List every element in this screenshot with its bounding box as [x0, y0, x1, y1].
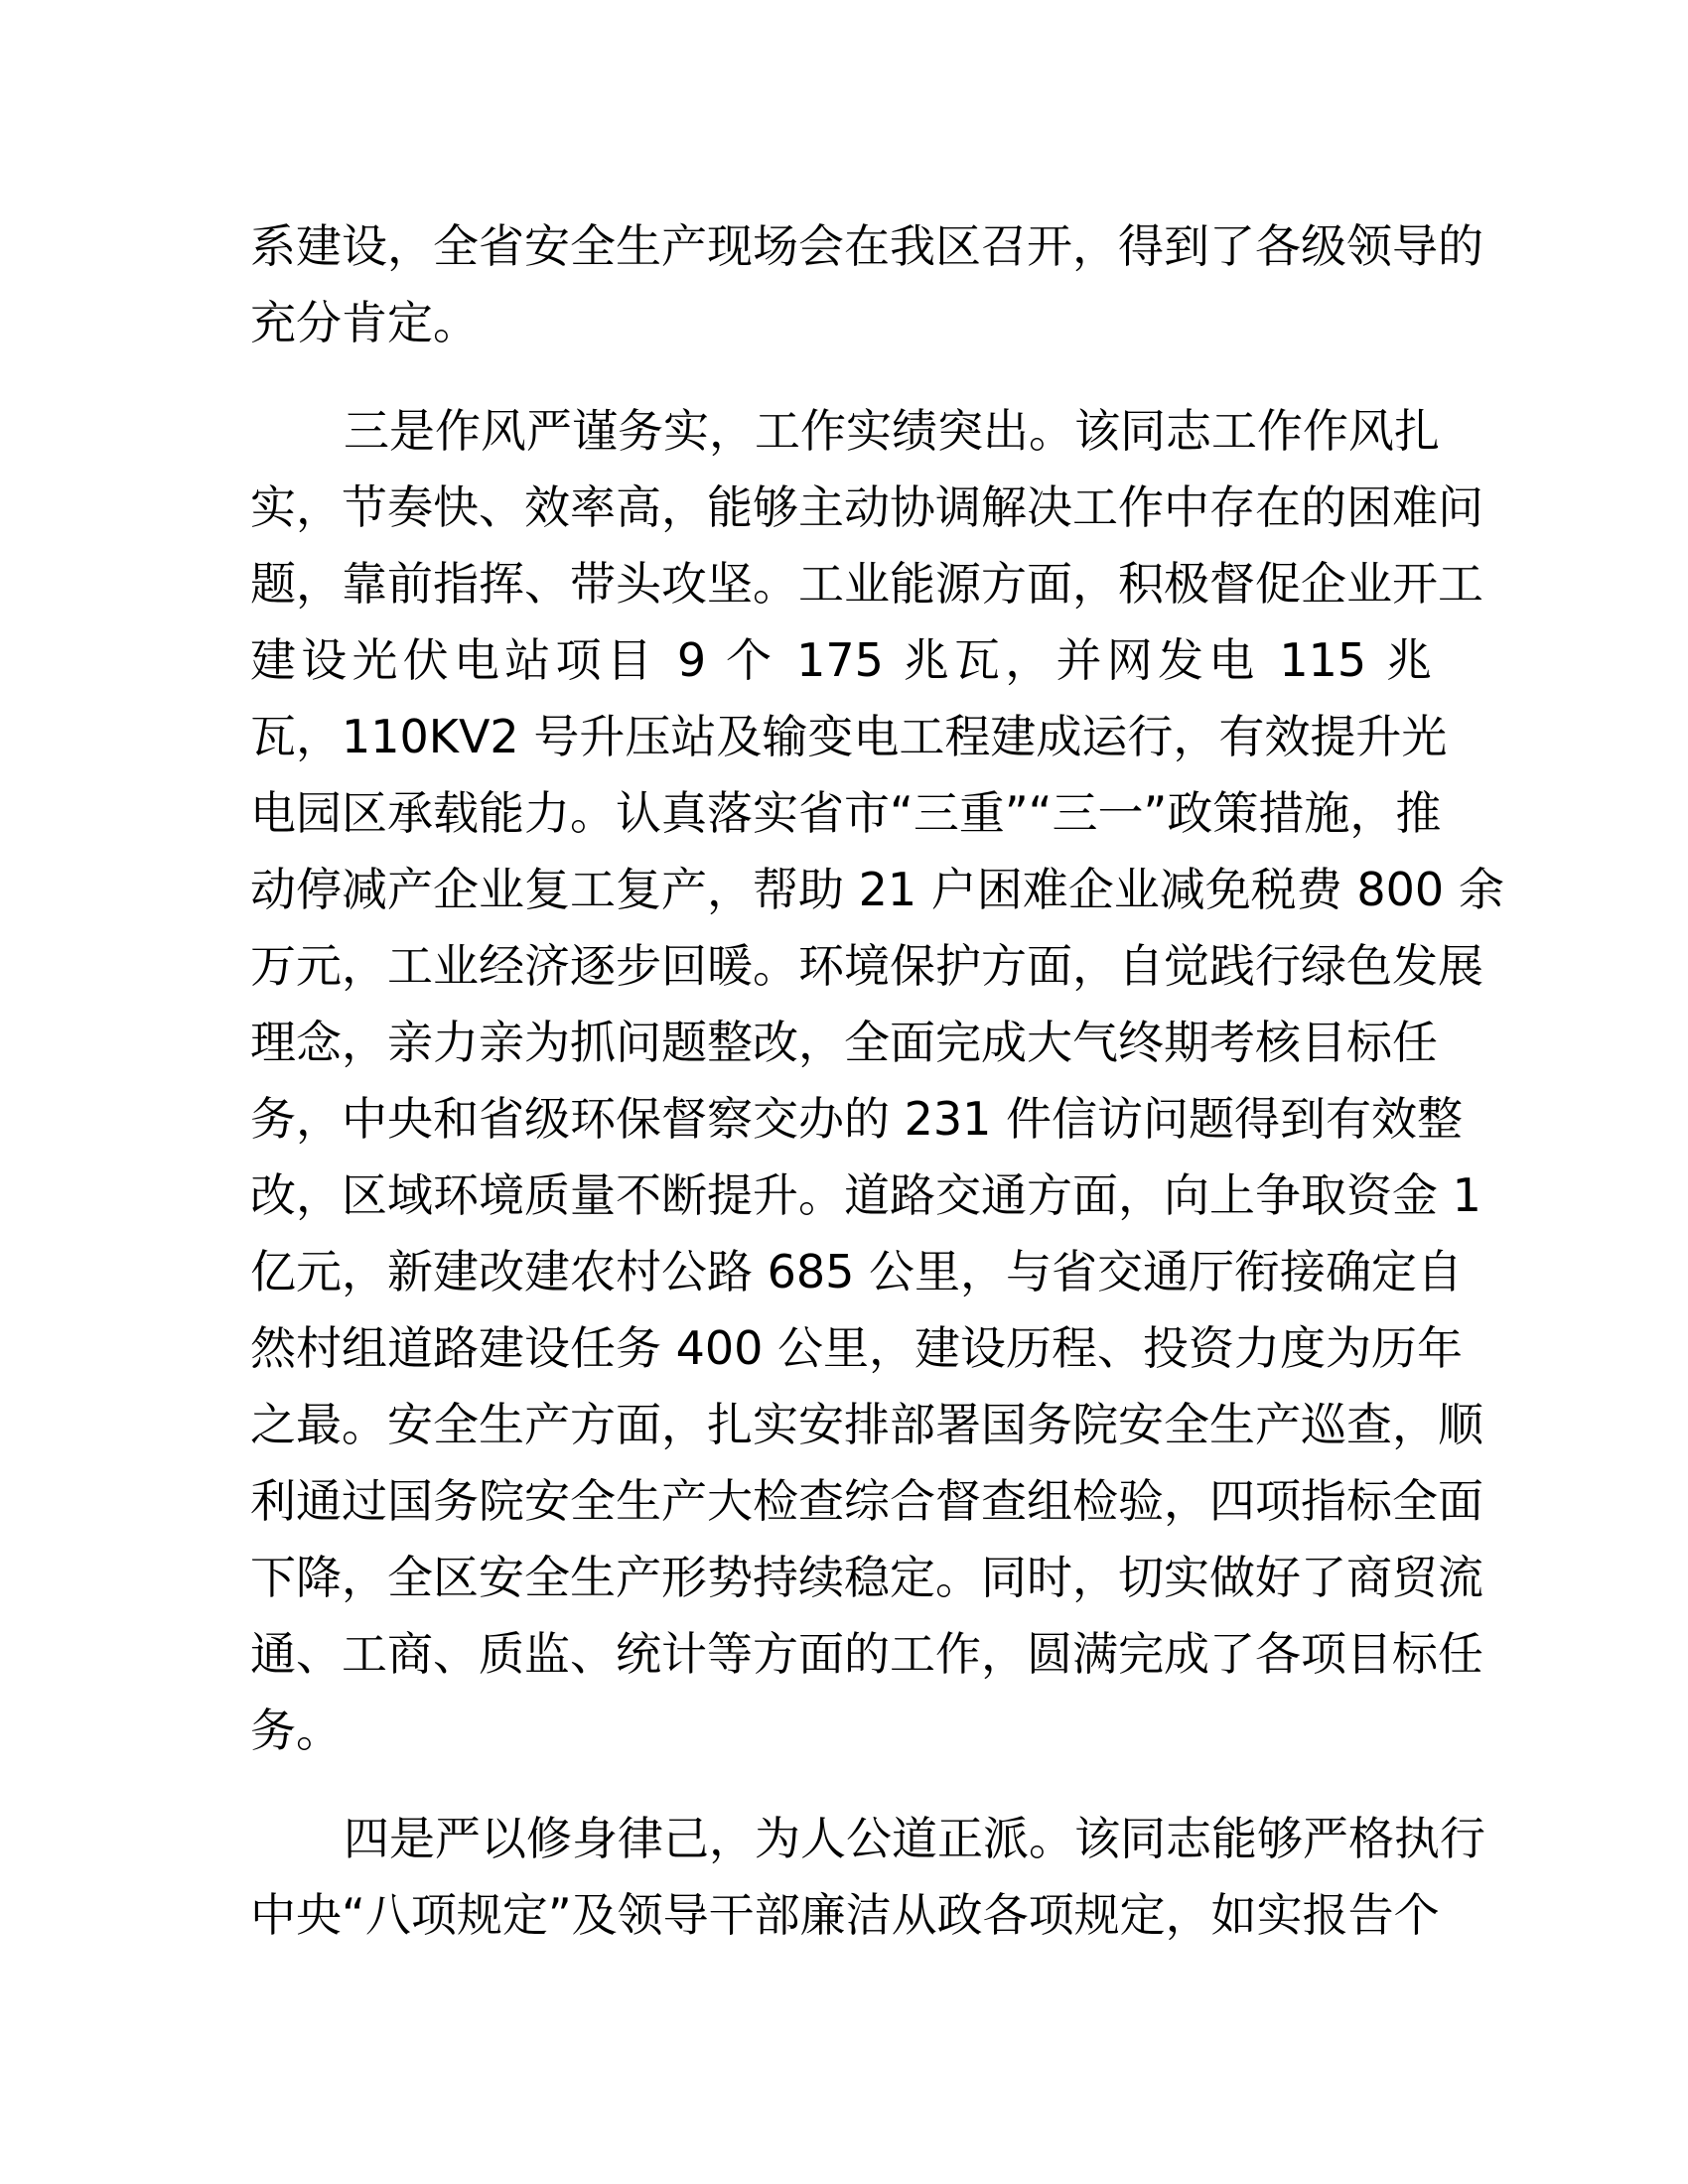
text-line: 建设光伏电站项目 9 个 175 兆瓦，并网发电 115 兆 — [250, 633, 1432, 687]
text-line: 题，靠前指挥、带头攻坚。工业能源方面，积极督促企业开工 — [250, 557, 1483, 611]
body-text — [250, 208, 1504, 1985]
text-line: 理念，亲力亲为抓问题整改，全面完成大气终期考核目标任 — [250, 1016, 1438, 1069]
text-line: 改，区域环境质量不断提升。道路交通方面，向上争取资金 1 — [250, 1168, 1481, 1222]
text-line: 通、工商、质监、统计等方面的工作，圆满完成了各项目标任 — [250, 1627, 1483, 1681]
text-line: 亿元，新建改建农村公路 685 公里，与省交通厅衔接确定自 — [250, 1245, 1464, 1298]
text-line: 系建设，全省安全生产现场会在我区召开，得到了各级领导的 — [250, 219, 1483, 273]
text-line: 利通过国务院安全生产大检查综合督查组检验，四项指标全面 — [250, 1474, 1483, 1528]
text-line: 四是严以修身律己，为人公道正派。该同志能够严格执行 — [344, 1812, 1485, 1865]
text-line: 电园区承载能力。认真落实省市“三重”“三一”政策措施，推 — [250, 786, 1442, 840]
text-line: 瓦，110KV2 号升压站及输变电工程建成运行，有效提升光 — [250, 710, 1448, 763]
text-line: 三是作风严谨务实，工作实绩突出。该同志工作作风扎 — [344, 404, 1440, 458]
paragraph-work-style — [250, 393, 1504, 1769]
text-line: 实，节奏快、效率高，能够主动协调解决工作中存在的困难问 — [250, 480, 1483, 534]
text-line: 中央“八项规定”及领导干部廉洁从政各项规定，如实报告个 — [250, 1888, 1440, 1942]
text-line: 之最。安全生产方面，扎实安排部署国务院安全生产巡查，顺 — [250, 1398, 1483, 1451]
text-line: 务，中央和省级环保督察交办的 231 件信访问题得到有效整 — [250, 1092, 1464, 1146]
text-line: 下降，全区安全生产形势持续稳定。同时，切实做好了商贸流 — [250, 1551, 1483, 1604]
text-line: 万元，工业经济逐步回暖。环境保护方面，自觉践行绿色发展 — [250, 939, 1483, 993]
paragraph-continued — [250, 208, 1483, 361]
paragraph-integrity — [250, 1801, 1485, 1954]
text-line: 充分肯定。 — [250, 296, 479, 349]
text-line: 务。 — [250, 1704, 342, 1757]
text-line: 然村组道路建设任务 400 公里，建设历程、投资力度为历年 — [250, 1321, 1464, 1375]
text-line: 动停减产企业复工复产，帮助 21 户困难企业减免税费 800 余 — [250, 863, 1504, 916]
